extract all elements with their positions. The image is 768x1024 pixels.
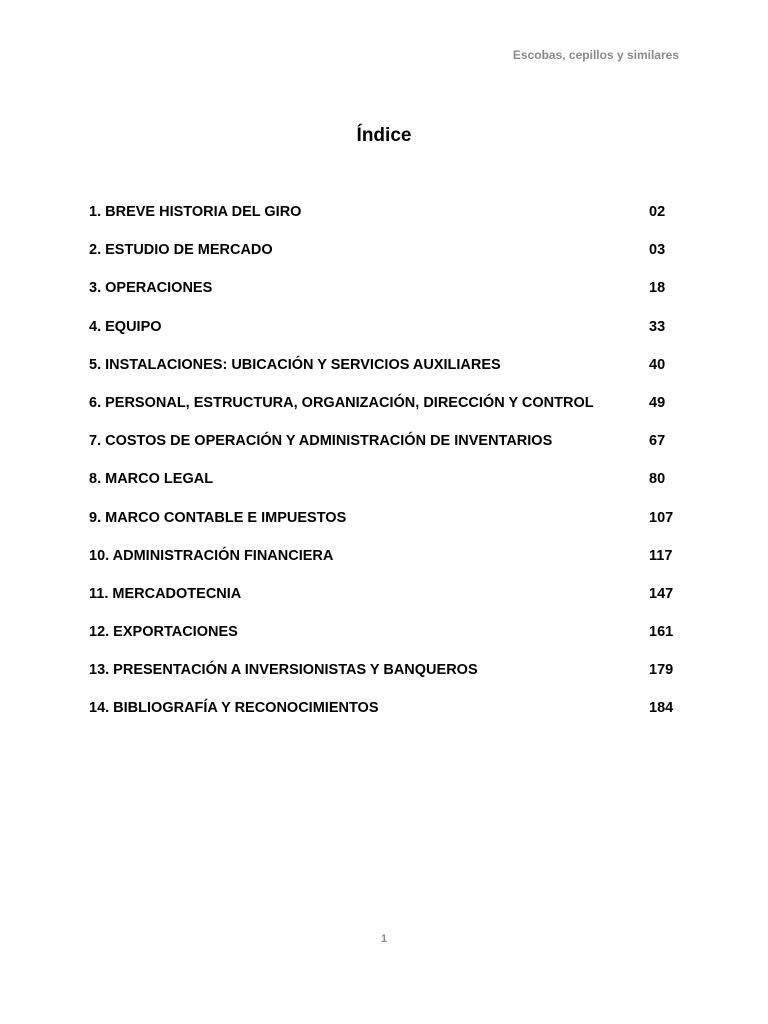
toc-entry-page: 80 (649, 471, 666, 488)
toc-entry-page: 117 (649, 547, 673, 564)
toc-entry (89, 586, 689, 624)
page-number: 1 (380, 933, 388, 945)
toc-entry (89, 242, 689, 280)
toc-entry-page: 02 (649, 204, 666, 220)
toc-entry-title: 1. BREVE HISTORIA DEL GIRO (89, 204, 302, 220)
toc-entry-title: 7. COSTOS DE OPERACIÓN Y ADMINISTRACIÓN DE INVENTARIOS (89, 433, 553, 450)
toc-entry (89, 700, 689, 738)
table-of-contents (89, 204, 689, 739)
toc-entry-page: 03 (649, 242, 666, 259)
page-title: Índice (356, 125, 412, 146)
toc-entry-page: 40 (649, 356, 666, 373)
toc-entry-page: 184 (649, 700, 674, 717)
toc-entry-page: 147 (649, 585, 674, 602)
toc-entry (89, 662, 689, 700)
toc-entry-title: 3. OPERACIONES (89, 280, 213, 297)
toc-entry (89, 280, 689, 318)
toc-entry (89, 548, 689, 586)
toc-entry-page: 49 (649, 394, 666, 411)
toc-entry-title: 12. EXPORTACIONES (89, 624, 238, 641)
toc-entry (89, 510, 689, 548)
toc-entry-title: 9. MARCO CONTABLE E IMPUESTOS (89, 509, 347, 526)
toc-entry-title: 2. ESTUDIO DE MERCADO (89, 242, 273, 259)
toc-entry-title: 8. MARCO LEGAL (89, 471, 214, 488)
running-header: Escobas, cepillos y similares (512, 48, 679, 62)
toc-entry-page: 18 (649, 280, 666, 297)
toc-entry-page: 107 (649, 509, 674, 526)
toc-entry-page: 161 (649, 624, 674, 641)
toc-entry-title: 4. EQUIPO (89, 318, 162, 335)
toc-entry-page: 67 (649, 433, 666, 450)
toc-entry (89, 624, 689, 662)
toc-entry (89, 433, 689, 471)
toc-entry-title: 10. ADMINISTRACIÓN FINANCIERA (89, 547, 334, 564)
toc-entry-page: 179 (649, 662, 674, 679)
toc-entry (89, 204, 689, 242)
toc-entry-title: 6. PERSONAL, ESTRUCTURA, ORGANIZACIÓN, DIRECCIÓN Y CONTROL (89, 394, 594, 411)
toc-entry (89, 319, 689, 357)
toc-entry-title: 14. BIBLIOGRAFÍA Y RECONOCIMIENTOS (89, 700, 379, 717)
toc-entry-title: 11. MERCADOTECNIA (89, 585, 242, 602)
toc-entry-page: 33 (649, 318, 666, 335)
toc-entry-title: 13. PRESENTACIÓN A INVERSIONISTAS Y BANQUEROS (89, 662, 478, 679)
toc-entry (89, 471, 689, 509)
toc-entry (89, 357, 689, 395)
toc-entry (89, 395, 689, 433)
toc-entry-title: 5. INSTALACIONES: UBICACIÓN Y SERVICIOS AUXILIARES (89, 356, 501, 373)
